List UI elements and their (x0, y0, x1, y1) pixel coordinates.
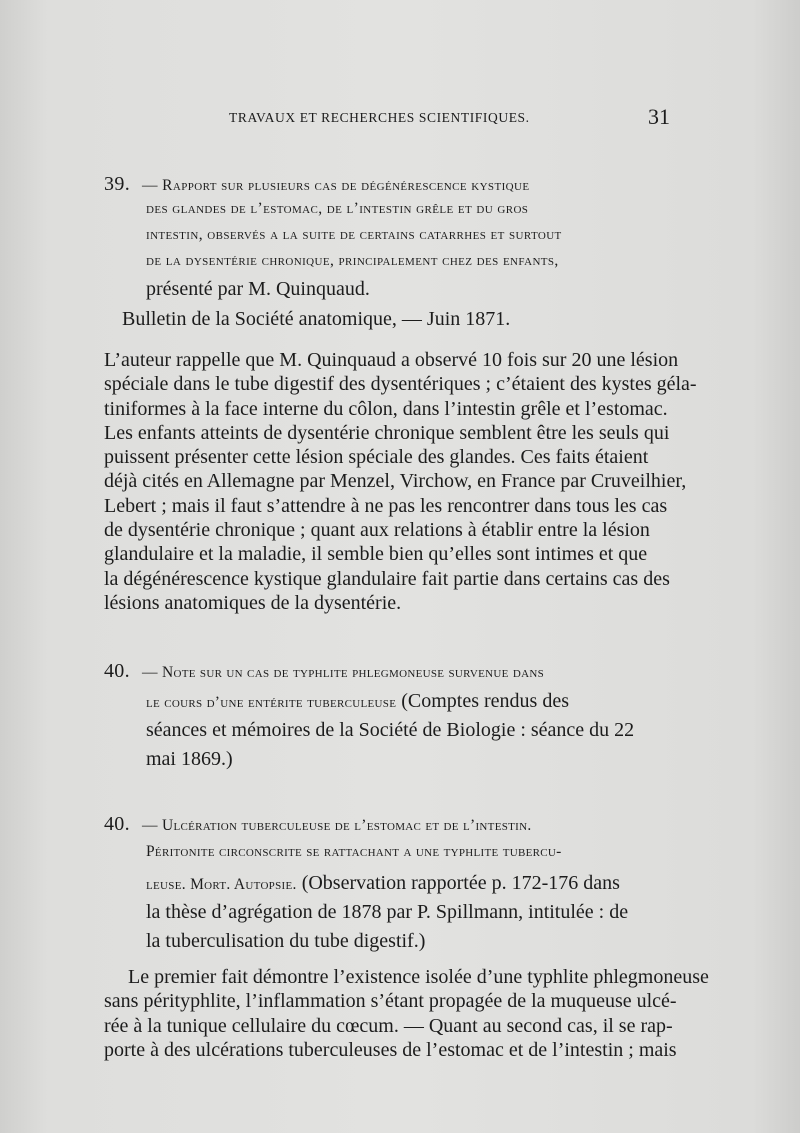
entry-title-line: des glandes de l’estomac, de l’intestin grêle et du gros (146, 200, 529, 217)
entry-line (104, 660, 688, 690)
entry-source-line: la thèse d’agrégation de 1878 par P. Spillmann, intitulée : de (146, 901, 629, 923)
entry-number: 40. (104, 813, 130, 835)
bibliography-entry-40a (104, 660, 688, 777)
text-line: déjà cités en Allemagne par Menzel, Virchow, en France par Cruveilhier, (104, 470, 687, 493)
entry-title-line: de la dysentérie chronique, principalement chez des enfants, (146, 252, 559, 269)
entry-line (104, 173, 688, 200)
entry-source-line: Bulletin de la Société anatomique, — Juin 1871. (122, 308, 511, 330)
entry-title-line: le cours d’une entérite tuberculeuse (146, 694, 397, 711)
text-line: porte à des ulcérations tuberculeuses de l’estomac et de l’intestin ; mais (104, 1038, 677, 1061)
text-line: L’auteur rappelle que M. Quinquaud a observé 10 fois sur 20 une lésion (104, 349, 679, 371)
bibliography-entry-39 (104, 173, 688, 336)
entry-author-line: présenté par M. Quinquaud. (146, 278, 370, 300)
text-line: Le premier fait démontre l’existence isolée d’une typhlite phlegmoneuse (128, 966, 709, 988)
entry-title-line: — Ulcération tuberculeuse de l’estomac et de l’intestin. (142, 817, 532, 834)
text-line: sans pérityphlite, l’inflammation s’étant propagée de la muqueuse ulcé- (104, 990, 677, 1013)
text-line: puissent présenter cette lésion spéciale des glandes. Ces faits étaient (104, 446, 649, 469)
entry-line (104, 813, 688, 843)
entry-number: 40. (104, 660, 130, 682)
paragraph-summary-39 (104, 348, 697, 615)
bibliography-entry-40b (104, 813, 688, 959)
entry-title-line: — Note sur un cas de typhlite phlegmoneuse survenue dans (142, 664, 544, 681)
entry-title-line: leuse. Mort. Autopsie. (146, 876, 297, 893)
text-line: Les enfants atteints de dysentérie chronique semblent être les seuls qui (104, 421, 670, 444)
running-title: TRAVAUX ET RECHERCHES SCIENTIFIQUES. (229, 110, 530, 125)
text-line: glandulaire et la maladie, il semble bien qu’elles sont intimes et que (104, 543, 648, 566)
text-line: Lebert ; mais il faut s’attendre à ne pas les rencontrer dans tous les cas (104, 494, 668, 517)
entry-title-line: intestin, observés a la suite de certains catarrhes et surtout (146, 226, 562, 243)
text-line: de dysentérie chronique ; quant aux relations à établir entre la lésion (104, 519, 650, 542)
text-line: rée à la tunique cellulaire du cœcum. — Quant au second cas, il se rap- (104, 1014, 673, 1037)
text-line: spéciale dans le tube digestif des dysentériques ; c’étaient des kystes géla- (104, 373, 697, 396)
text-line: la dégénérescence kystique glandulaire fait partie dans certains cas des (104, 567, 670, 590)
entry-source-line: (Comptes rendus des (396, 690, 569, 712)
paragraph-summary-40 (104, 965, 709, 1062)
entry-source-line: mai 1869.) (146, 748, 233, 770)
entry-line (104, 872, 688, 901)
entry-source-line: séances et mémoires de la Société de Biologie : séance du 22 (146, 719, 635, 741)
entry-source-line: la tuberculisation du tube digestif.) (146, 930, 426, 952)
text-line: tiniformes à la face interne du côlon, dans l’intestin grêle et l’estomac. (104, 397, 668, 420)
page-number: 31 (648, 104, 670, 129)
page-header (0, 104, 800, 134)
entry-source-line: (Observation rapportée p. 172-176 dans (296, 872, 620, 894)
entry-number: 39. (104, 173, 131, 195)
entry-title-line: Péritonite circonscrite se rattachant a une typhlite tubercu- (146, 843, 562, 860)
entry-line (104, 690, 688, 719)
text-line: lésions anatomiques de la dysentérie. (104, 591, 402, 614)
entry-title-line: — Rapport sur plusieurs cas de dégénérescence kystique (142, 177, 530, 194)
